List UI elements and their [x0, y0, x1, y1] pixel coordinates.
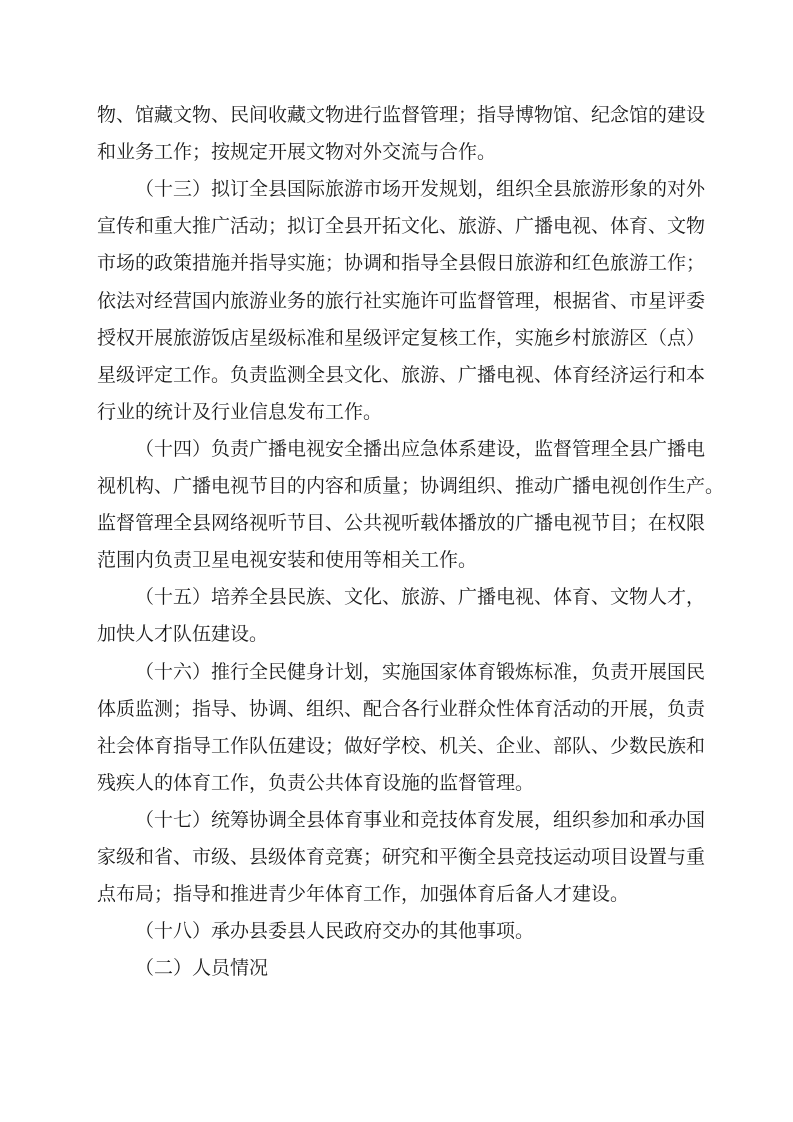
paragraph-first-line: （十七）统筹协调全县体育事业和竞技体育发展，组织参加和承办国	[135, 808, 706, 831]
paragraph-first-line: （十六）推行全民健身计划，实施国家体育锻炼标准，负责开展国民	[135, 660, 706, 683]
paragraph-first-line: （十八）承办县委县人民政府交办的其他事项。	[135, 920, 535, 943]
paragraph-line: 家级和省、市级、县级体育竞赛；研究和平衡全县竞技运动项目设置与重	[97, 846, 706, 868]
paragraph-line: 宣传和重大推广活动；拟订全县开拓文化、旅游、广播电视、体育、文物	[97, 215, 706, 238]
paragraph-first-line: （十三）拟订全县国际旅游市场开发规划，组织全县旅游形象的对外	[135, 178, 706, 201]
paragraph-line: 残疾人的体育工作，负责公共体育设施的监督管理。	[97, 771, 535, 794]
paragraph-first-line: （十五）培养全县民族、文化、旅游、广播电视、体育、文物人才，	[135, 586, 706, 609]
paragraph-first-line: （十四）负责广播电视安全播出应急体系建设，监督管理全县广播电	[135, 437, 706, 460]
paragraph-line: 授权开展旅游饭店星级标准和星级评定复核工作，实施乡村旅游区（点）	[97, 326, 706, 349]
paragraph-line: 视机构、广播电视节目的内容和质量；协调组织、推动广播电视创作生产。	[97, 475, 725, 497]
paragraph-line: 市场的政策措施并指导实施；协调和指导全县假日旅游和红色旅游工作；	[97, 252, 706, 275]
paragraph-line: 行业的统计及行业信息发布工作。	[97, 400, 383, 423]
paragraph-line: 范围内负责卫星电视安装和使用等相关工作。	[97, 549, 478, 572]
paragraph-line: 物、馆藏文物、民间收藏文物进行监督管理；指导博物馆、纪念馆的建设	[97, 104, 706, 126]
paragraph-line: 社会体育指导工作队伍建设；做好学校、机关、企业、部队、少数民族和	[97, 734, 706, 757]
paragraph-line: 和业务工作；按规定开展文物对外交流与合作。	[97, 141, 497, 164]
paragraph-first-line: （二）人员情况	[135, 957, 269, 980]
paragraph-line: 星级评定工作。负责监测全县文化、旅游、广播电视、体育经济运行和本	[97, 363, 706, 386]
paragraph-line: 依法对经营国内旅游业务的旅行社实施许可监督管理，根据省、市星评委	[97, 289, 706, 312]
paragraph-line: 监督管理全县网络视听节目、公共视听载体播放的广播电视节目；在权限	[97, 512, 706, 535]
paragraph-line: 体质监测；指导、协调、组织、配合各行业群众性体育活动的开展，负责	[97, 697, 706, 720]
paragraph-line: 点布局；指导和推进青少年体育工作，加强体育后备人才建设。	[97, 883, 630, 906]
paragraph-line: 加快人才队伍建设。	[97, 623, 269, 646]
